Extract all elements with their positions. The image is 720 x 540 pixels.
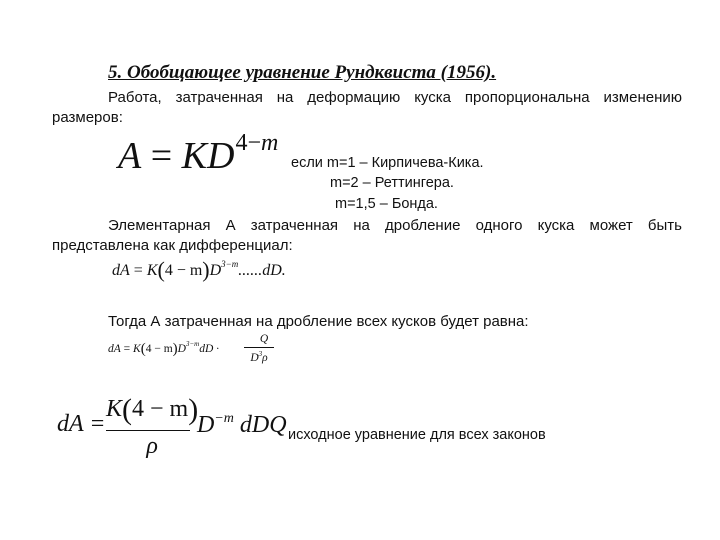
final-num-open: ( [122, 393, 133, 426]
final-fraction [106, 393, 198, 460]
case-rittinger: m=2 – Реттингера. [330, 175, 454, 191]
total-exponent: 3−m [185, 340, 200, 348]
total-equation [108, 340, 219, 358]
differential-equation [112, 257, 286, 283]
formula-main-exp-var: m [261, 130, 279, 156]
total-d: D [177, 343, 186, 355]
formula-main-eq: = [141, 135, 182, 177]
total-frac-den-rho: ρ [262, 352, 268, 364]
formula-main-rhs: KD [181, 135, 235, 177]
final-d: D [197, 412, 215, 438]
total-tail: dD · [199, 343, 220, 355]
total-frac-den [250, 352, 267, 364]
total-frac-den-d: D [250, 352, 259, 364]
case-kirpichev-kick: если m=1 – Кирпичева-Кика. [291, 155, 484, 171]
diff-k: K [146, 262, 158, 279]
total-open-paren: ( [140, 341, 146, 357]
diff-open-paren: ( [157, 257, 165, 282]
diff-exponent: 3−m [221, 259, 239, 269]
elementary-paragraph: Элементарная А затраченная на дробление одного куска может быть представлена как дифференциал: [52, 217, 682, 254]
final-num-k: K [106, 396, 123, 422]
final-frac-bar [106, 430, 190, 431]
final-note: исходное уравнение для всех законов [288, 427, 546, 443]
final-num-close: ) [188, 393, 199, 426]
total-fraction [244, 333, 274, 364]
diff-lhs: dA [112, 262, 130, 279]
formula-main-lhs: A [118, 135, 142, 177]
slide-heading: 5. Обобщающее уравнение Рундквиста (1956). [108, 62, 497, 83]
total-paragraph: Тогда А затраченная на дробление всех кусков будет равна: [108, 313, 529, 330]
formula-main-exponent [235, 130, 278, 156]
final-exponent: −m [214, 411, 234, 426]
final-lhs: dA = [57, 411, 106, 437]
total-lhs: dA [108, 343, 121, 355]
final-rhs [197, 411, 287, 439]
diff-inner: 4 − m [164, 262, 203, 279]
total-inner: 4 − m [145, 343, 173, 355]
intro-paragraph: Работа, затраченная на деформацию куска пропорциональна изменению размеров: [52, 89, 682, 126]
diff-d: D [209, 262, 222, 279]
final-num-inner: 4 − m [132, 396, 189, 422]
total-frac-bar [244, 347, 274, 348]
total-frac-num: Q [259, 333, 269, 345]
formula-main-exp-minus: − [247, 130, 261, 156]
final-frac-num [106, 393, 198, 427]
formula-main [118, 130, 278, 178]
formula-main-exp-num: 4 [235, 130, 248, 156]
diff-eq-sign: = [129, 262, 147, 279]
total-eq-sign: = [120, 343, 134, 355]
total-frac-den-exp: 3 [258, 350, 263, 358]
final-frac-den: ρ [146, 433, 158, 459]
total-k: K [133, 343, 141, 355]
final-tail: dDQ [239, 412, 287, 438]
total-close-paren: ) [172, 341, 178, 357]
diff-close-paren: ) [202, 257, 210, 282]
case-bond: m=1,5 – Бонда. [335, 196, 438, 212]
diff-tail: ......dD. [238, 262, 286, 279]
